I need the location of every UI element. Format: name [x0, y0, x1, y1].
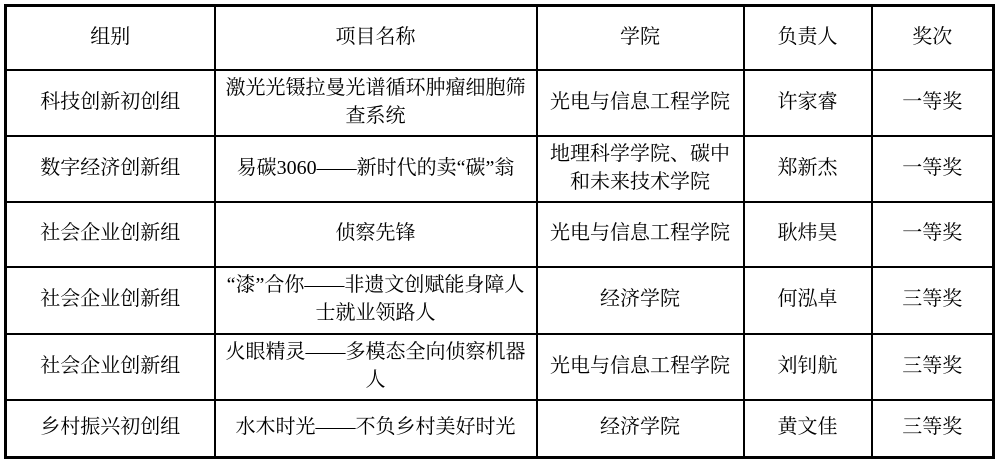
cell-award: 三等奖 [872, 267, 994, 334]
cell-leader: 黄文佳 [744, 400, 872, 458]
header-award: 奖次 [872, 6, 994, 70]
header-leader: 负责人 [744, 6, 872, 70]
cell-college: 经济学院 [537, 267, 744, 334]
cell-leader: 许家睿 [744, 70, 872, 136]
cell-college: 光电与信息工程学院 [537, 70, 744, 136]
table-row [6, 136, 994, 202]
table-header-row [6, 6, 994, 70]
cell-group: 社会企业创新组 [6, 334, 215, 400]
awards-table [4, 4, 995, 459]
cell-award: 一等奖 [872, 202, 994, 267]
cell-project: “漆”合你——非遗文创赋能身障人士就业领路人 [215, 267, 537, 334]
table-row [6, 267, 994, 334]
cell-project: 易碳3060——新时代的卖“碳”翁 [215, 136, 537, 202]
table-row [6, 334, 994, 400]
header-college: 学院 [537, 6, 744, 70]
cell-group: 数字经济创新组 [6, 136, 215, 202]
cell-group: 社会企业创新组 [6, 202, 215, 267]
cell-leader: 刘钊航 [744, 334, 872, 400]
cell-award: 三等奖 [872, 400, 994, 458]
header-group: 组别 [6, 6, 215, 70]
cell-award: 一等奖 [872, 136, 994, 202]
table-row [6, 70, 994, 136]
cell-award: 三等奖 [872, 334, 994, 400]
table-row [6, 202, 994, 267]
cell-award: 一等奖 [872, 70, 994, 136]
cell-college: 光电与信息工程学院 [537, 202, 744, 267]
cell-leader: 耿炜昊 [744, 202, 872, 267]
cell-leader: 何泓卓 [744, 267, 872, 334]
header-project: 项目名称 [215, 6, 537, 70]
cell-college: 光电与信息工程学院 [537, 334, 744, 400]
cell-college: 地理科学学院、碳中和未来技术学院 [537, 136, 744, 202]
cell-leader: 郑新杰 [744, 136, 872, 202]
cell-college: 经济学院 [537, 400, 744, 458]
cell-project: 火眼精灵——多模态全向侦察机器人 [215, 334, 537, 400]
table-row [6, 400, 994, 458]
cell-project: 水木时光——不负乡村美好时光 [215, 400, 537, 458]
cell-group: 社会企业创新组 [6, 267, 215, 334]
cell-project: 激光光镊拉曼光谱循环肿瘤细胞筛查系统 [215, 70, 537, 136]
cell-group: 科技创新初创组 [6, 70, 215, 136]
cell-project: 侦察先锋 [215, 202, 537, 267]
cell-group: 乡村振兴初创组 [6, 400, 215, 458]
